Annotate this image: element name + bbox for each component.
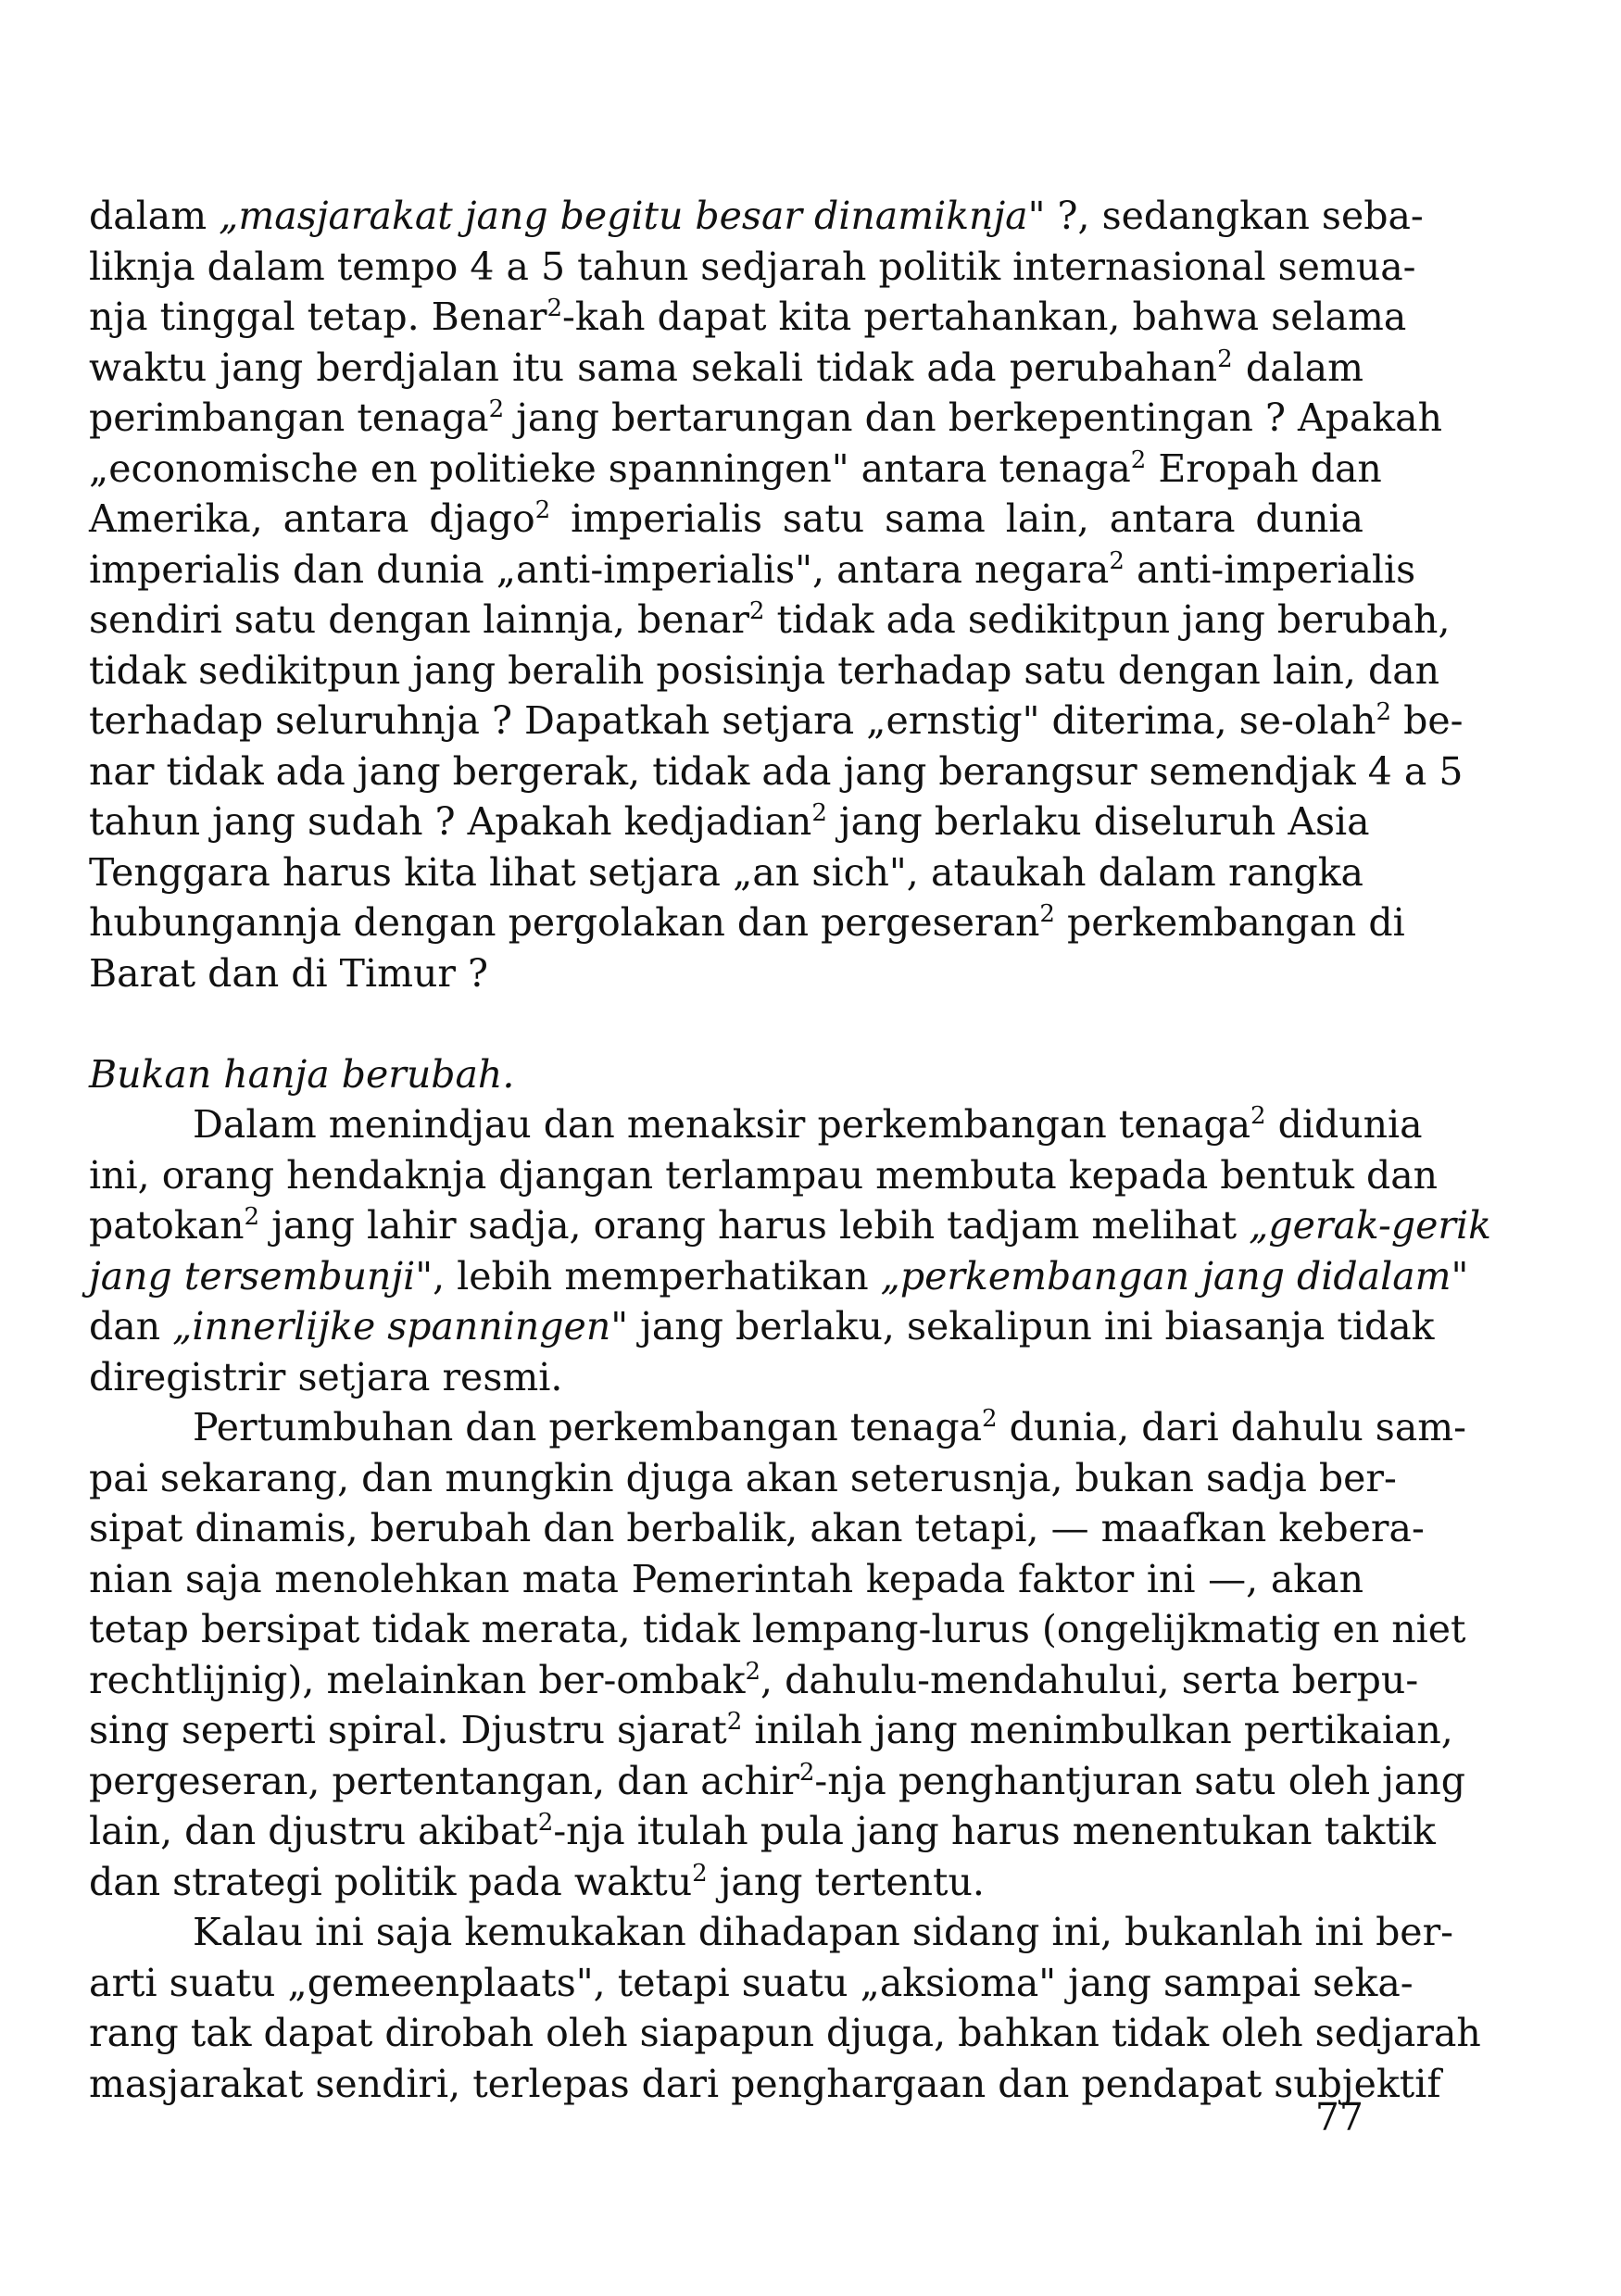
text-line: perimbangan tenaga$^2$ jang bertarungan dan berkepentingan ? Apakah <box>89 395 1442 440</box>
text-line: arti suatu „gemeenplaats", tetapi suatu „aksioma" jang sampai seka- <box>89 1960 1414 2005</box>
paragraph-3 <box>89 1402 1466 1907</box>
text-line: imperialis dan dunia „anti-imperialis", antara negara$^2$ anti-imperialis <box>89 546 1416 592</box>
reduplication-mark: 2 <box>488 395 505 423</box>
page-body <box>89 191 1491 2109</box>
reduplication-mark: 2 <box>798 1758 815 1787</box>
text-line: sing seperti spiral. Djustru sjarat$^2$ inilah jang menimbulkan pertikaian, <box>89 1708 1453 1752</box>
text-line: tidak sedikitpun jang beralih posisinja terhadap satu dengan lain, dan <box>89 647 1440 693</box>
text-line: nian saja menolehkan mata Pemerintah kepada faktor ini —, akan <box>89 1556 1363 1601</box>
text-line: pergeseran, pertentangan, dan achir$^2$-nja penghantjuran satu oleh jang <box>89 1758 1466 1803</box>
italic-quote: „masjarakat jang begitu besar dinamiknja" <box>219 194 1046 238</box>
text-line: ini, orang hendaknja djangan terlampau membuta kepada bentuk dan <box>89 1152 1439 1198</box>
text-line: lain, dan djustru akibat$^2$-nja itulah pula jang harus menentukan taktik <box>89 1809 1436 1853</box>
reduplication-mark: 2 <box>1039 900 1055 928</box>
reduplication-mark: 2 <box>811 799 827 827</box>
text-line: masjarakat sendiri, terlepas dari penghargaan dan pendapat subjektif <box>89 2061 1441 2106</box>
reduplication-mark: 2 <box>537 1809 554 1837</box>
text-line: sendiri satu dengan lainnja, benar$^2$ tidak ada sedikitpun jang berubah, <box>89 597 1451 642</box>
italic-quote: „perkembangan jang didalam" <box>880 1253 1469 1299</box>
text-line: nar tidak ada jang bergerak, tidak ada jang berangsur semendjak 4 a 5 <box>89 748 1464 794</box>
text-line <box>89 1200 1491 1251</box>
text-line: Pertumbuhan dan perkembangan tenaga$^2$ dunia, dari dahulu sam- <box>193 1405 1466 1449</box>
text-line: diregistrir setjara resmi. <box>89 1354 563 1399</box>
text-line <box>89 191 1424 242</box>
paragraph-4 <box>89 1907 1481 2109</box>
italic-quote: jang tersembunji" <box>89 1253 434 1299</box>
text-line: waktu jang berdjalan itu sama sekali tidak ada perubahan$^2$ dalam <box>89 345 1363 390</box>
reduplication-mark: 2 <box>748 597 765 625</box>
italic-quote: „gerak-gerik <box>1249 1203 1491 1248</box>
reduplication-mark: 2 <box>1376 698 1392 726</box>
page-number: 77 <box>1314 2095 1363 2139</box>
italic-quote: „innerlijke spanningen" <box>172 1304 629 1349</box>
text-line: pai sekarang, dan mungkin djuga akan seterusnja, bukan sadja ber- <box>89 1455 1397 1500</box>
text-run: patokan$^2$ jang lahir sadja, orang harus lebih tadjam melihat <box>89 1203 1250 1248</box>
paragraph-1 <box>89 191 1464 998</box>
reduplication-mark: 2 <box>982 1405 998 1433</box>
text-line: tahun jang sudah ? Apakah kedjadian$^2$ jang berlaku diseluruh Asia <box>89 799 1370 844</box>
reduplication-mark: 2 <box>1130 445 1147 474</box>
text-line: liknja dalam tempo 4 a 5 tahun sedjarah politik internasional semua- <box>89 244 1416 289</box>
text-line: hubungannja dengan pergolakan dan pergeseran$^2$ perkembangan di <box>89 900 1405 945</box>
text-line: nja tinggal tetap. Benar$^2$-kah dapat kita pertahankan, bahwa selama <box>89 295 1407 339</box>
reduplication-mark: 2 <box>745 1657 761 1686</box>
reduplication-mark: 2 <box>1109 546 1125 575</box>
text-line: Tenggara harus kita lihat setjara „an sich", ataukah dalam rangka <box>89 849 1363 895</box>
reduplication-mark: 2 <box>726 1708 743 1736</box>
reduplication-mark: 2 <box>1217 345 1233 373</box>
text-line: Barat dan di Timur ? <box>89 950 489 996</box>
section-heading: Bukan hanja berubah. <box>89 1051 515 1097</box>
text-line: Kalau ini saja kemukakan dihadapan sidang ini, bukanlah ini ber- <box>193 1910 1454 1954</box>
text-run: jang berlaku, sekalipun ini biasanja tidak <box>628 1304 1435 1349</box>
reduplication-mark: 2 <box>1250 1102 1266 1130</box>
reduplication-mark: 2 <box>547 295 563 322</box>
reduplication-mark: 2 <box>534 496 551 524</box>
paragraph-gap <box>89 998 1363 1049</box>
reduplication-mark: 2 <box>692 1859 708 1888</box>
text-run: ?, sedangkan seba- <box>1045 194 1424 238</box>
text-run: dan <box>89 1304 173 1349</box>
text-line: rechtlijnig), melainkan ber-ombak$^2$, dahulu-mendahului, serta berpu- <box>89 1657 1419 1702</box>
text-line: rang tak dapat dirobah oleh siapapun djuga, bahkan tidak oleh sedjarah <box>89 2011 1481 2055</box>
text-line <box>89 1251 1469 1302</box>
text-line: „economische en politieke spanningen" antara tenaga$^2$ Eropah dan <box>89 445 1382 491</box>
text-run: , lebih memperhatikan <box>433 1253 881 1299</box>
paragraph-2 <box>89 1099 1491 1402</box>
reduplication-mark: 2 <box>244 1203 260 1231</box>
text-line: sipat dinamis, berubah dan berbalik, akan tetapi, — maafkan kebera- <box>89 1506 1425 1550</box>
text-line: Dalam menindjau dan menaksir perkembangan tenaga$^2$ didunia <box>193 1102 1423 1147</box>
text-line: terhadap seluruhnja ? Dapatkah setjara „ernstig" diterima, se-olah$^2$ be- <box>89 698 1464 743</box>
text-run: dalam <box>89 194 220 238</box>
text-line <box>89 1301 1435 1352</box>
text-line: tetap bersipat tidak merata, tidak lempang-lurus (ongelijkmatig en niet <box>89 1607 1466 1651</box>
text-line: dan strategi politik pada waktu$^2$ jang tertentu. <box>89 1859 985 1904</box>
text-line: Amerika, antara djago$^2$ imperialis satu sama lain, antara dunia <box>89 496 1363 541</box>
